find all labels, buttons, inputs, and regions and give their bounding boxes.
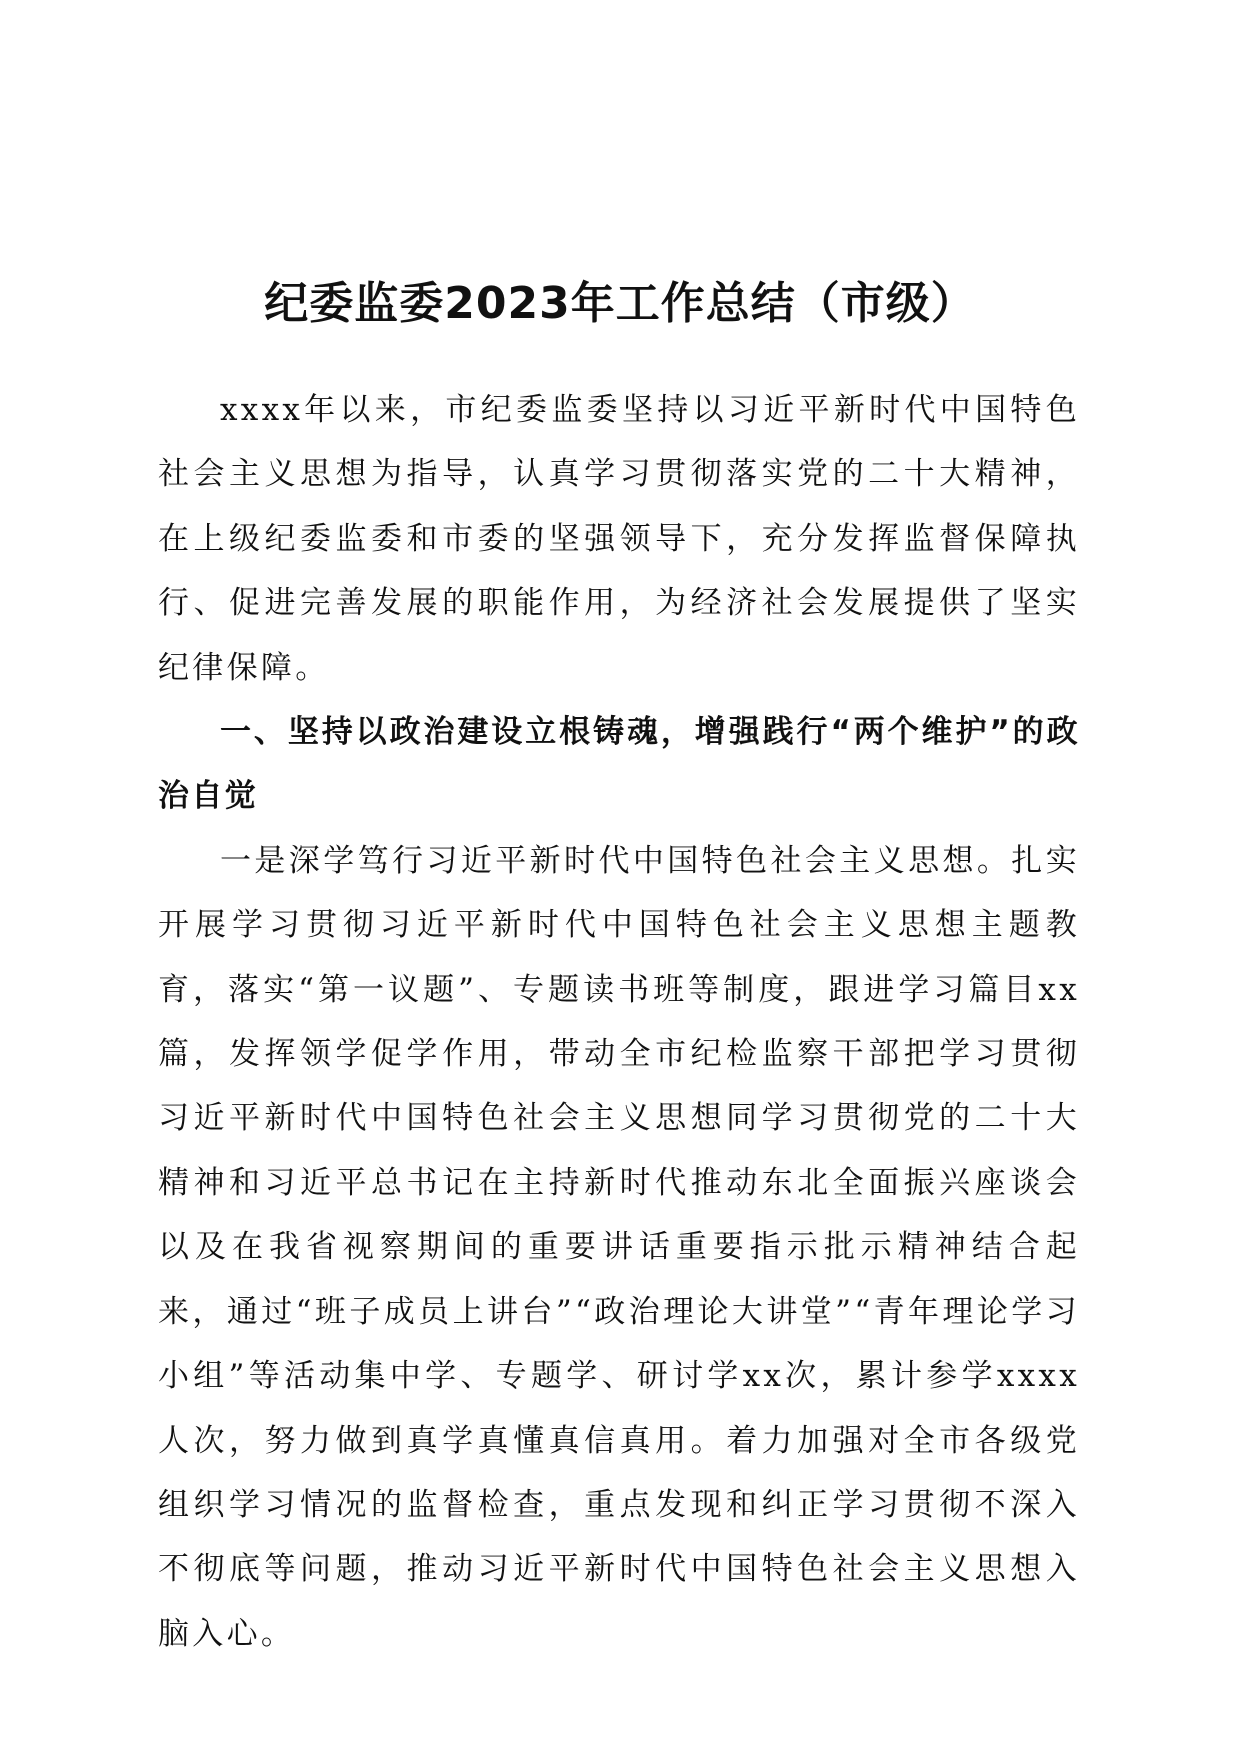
document-body [158,378,1080,1666]
section-heading-1: 一、坚持以政治建设立根铸魂，增强践行“两个维护”的政治自觉 [158,714,1080,815]
section-1-paragraph-1: 一是深学笃行习近平新时代中国特色社会主义思想。扎实开展学习贯彻习近平新时代中国特色社会主义思想主题教育，落实“第一议题”、专题读书班等制度，跟进学习篇目xx篇，发挥领学促学作用，带动全市纪检监察干部把学习贯彻习近平新时代中国特色社会主义思想同学习贯彻党的二十大精神和习近平总书记在主持新时代推动东北全面振兴座谈会以及在我省视察期间的重要讲话重要指示批示精神结合起来，通过“班子成员上讲台”“政治理论大讲堂”“青年理论学习小组”等活动集中学、专题学、研讨学xx次，累计参学xxxx人次，努力做到真学真懂真信真用。着力加强对全市各级党组织学习情况的监督检查，重点发现和纠正学习贯彻不深入不彻底等问题，推动习近平新时代中国特色社会主义思想入脑入心。 [158,842,1080,1652]
intro-paragraph: xxxx年以来，市纪委监委坚持以习近平新时代中国特色社会主义思想为指导，认真学习贯彻落实党的二十大精神，在上级纪委监委和市委的坚强领导下，充分发挥监督保障执行、促进完善发展的职能作用，为经济社会发展提供了坚实纪律保障。 [158,392,1080,686]
document-title: 纪委监委2023年工作总结（市级） [264,278,976,330]
